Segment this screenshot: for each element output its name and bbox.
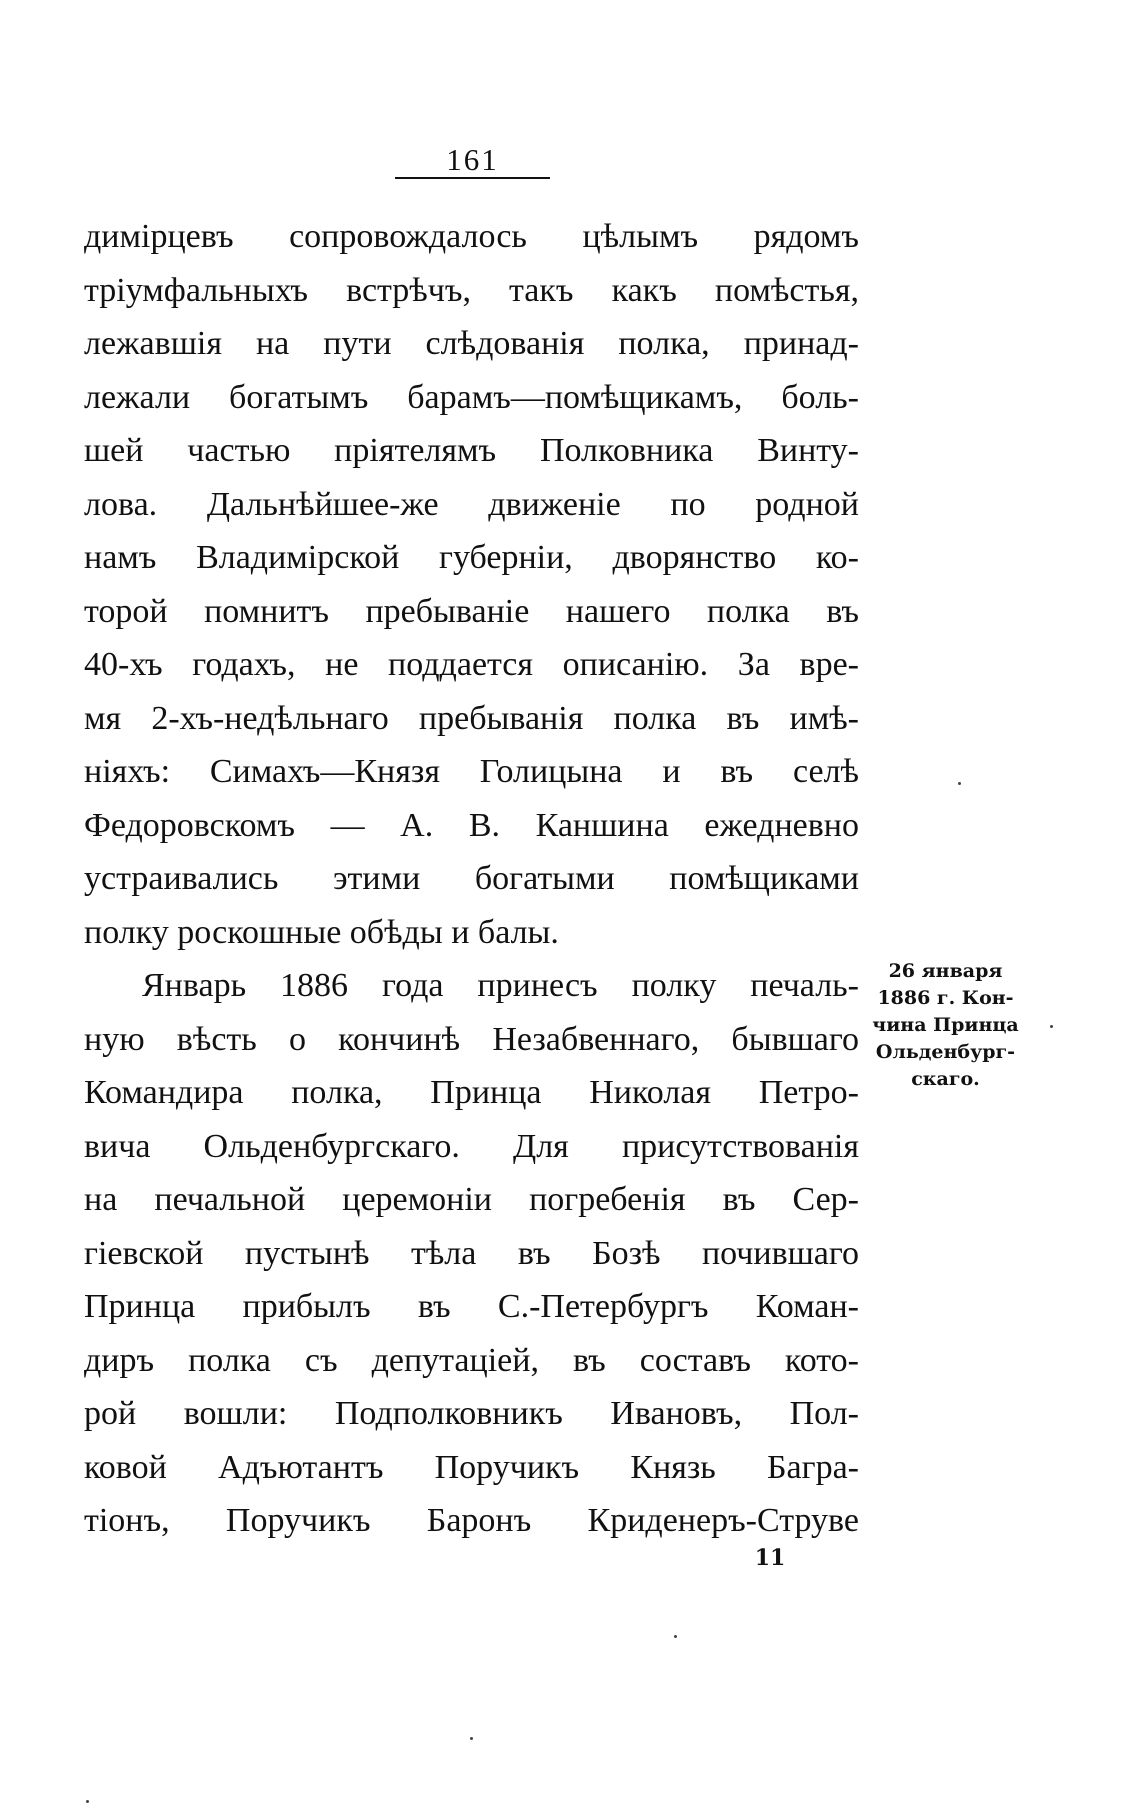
text-line: ніяхъ: Симахъ—Князя Голицына и въ селѣ bbox=[84, 753, 859, 790]
text-line: гіевской пустынѣ тѣла въ Бозѣ почившаго bbox=[84, 1234, 859, 1272]
text-line: лова. Дальнѣйшее-же движеніе по родной bbox=[84, 485, 859, 523]
print-speck bbox=[674, 1635, 677, 1638]
marginal-note-line: 1886 г. Кон- bbox=[877, 987, 1014, 1009]
text-line: лежали богатымъ барамъ—помѣщикамъ, боль- bbox=[84, 378, 859, 416]
text-line: димірцевъ сопровождалось цѣлымъ рядомъ bbox=[84, 218, 859, 255]
text-line: 40-хъ годахъ, не поддается описанію. За вре- bbox=[84, 646, 859, 683]
text-line: намъ Владимірской губерніи, дворянство ко- bbox=[84, 539, 859, 576]
text-line: вича Ольденбургскаго. Для присутствованія bbox=[84, 1127, 859, 1165]
text-line: ковой Адъютантъ Поручикъ Князь Багра- bbox=[84, 1448, 859, 1486]
text-line: полку роскошные обѣды и балы. bbox=[84, 913, 559, 951]
text-line: мя 2-хъ-недѣльнаго пребыванія полка въ имѣ- bbox=[84, 699, 859, 737]
print-speck bbox=[86, 1800, 89, 1803]
text-line: тіонъ, Поручикъ Баронъ Криденеръ-Струве bbox=[84, 1502, 859, 1539]
signature-mark: 11 bbox=[754, 1545, 786, 1571]
text-line: ную вѣсть о кончинѣ Незабвеннаго, бывшаго bbox=[84, 1020, 859, 1058]
marginal-note-line: чина Принца bbox=[872, 1014, 1019, 1036]
marginal-note-line: 26 января bbox=[888, 960, 1003, 982]
text-line: на печальной церемоніи погребенія въ Сер- bbox=[84, 1181, 859, 1218]
print-speck bbox=[1050, 1025, 1053, 1028]
marginal-note bbox=[863, 958, 1028, 1093]
text-line: устраивались этими богатыми помѣщиками bbox=[84, 860, 859, 897]
text-line: рой вошли: Подполковникъ Ивановъ, Пол- bbox=[84, 1395, 859, 1432]
print-speck bbox=[470, 1737, 473, 1740]
text-line: Командира полка, Принца Николая Петро- bbox=[84, 1074, 859, 1111]
text-line: лежавшія на пути слѣдованія полка, принад- bbox=[84, 325, 859, 362]
text-line: торой помнитъ пребываніе нашего полка въ bbox=[84, 592, 859, 630]
main-text bbox=[84, 210, 859, 1548]
text-line: Принца прибылъ въ С.-Петербургъ Коман- bbox=[84, 1288, 859, 1325]
page-number-rule bbox=[395, 177, 550, 179]
text-line: тріумфальныхъ встрѣчъ, такъ какъ помѣстья, bbox=[84, 271, 859, 309]
text-line: диръ полка съ депутаціей, въ составъ кото- bbox=[84, 1341, 859, 1379]
marginal-note-line: скаго. bbox=[911, 1068, 980, 1090]
text-line: шей частью пріятелямъ Полковника Винту- bbox=[84, 432, 859, 469]
text-line: Федоровскомъ — А. В. Каншина ежедневно bbox=[84, 806, 859, 844]
page-number: 161 bbox=[446, 142, 499, 177]
marginal-note-line: Ольденбург- bbox=[875, 1041, 1016, 1063]
print-speck bbox=[958, 782, 961, 785]
text-line: Январь 1886 года принесъ полку печаль- bbox=[142, 967, 859, 1004]
